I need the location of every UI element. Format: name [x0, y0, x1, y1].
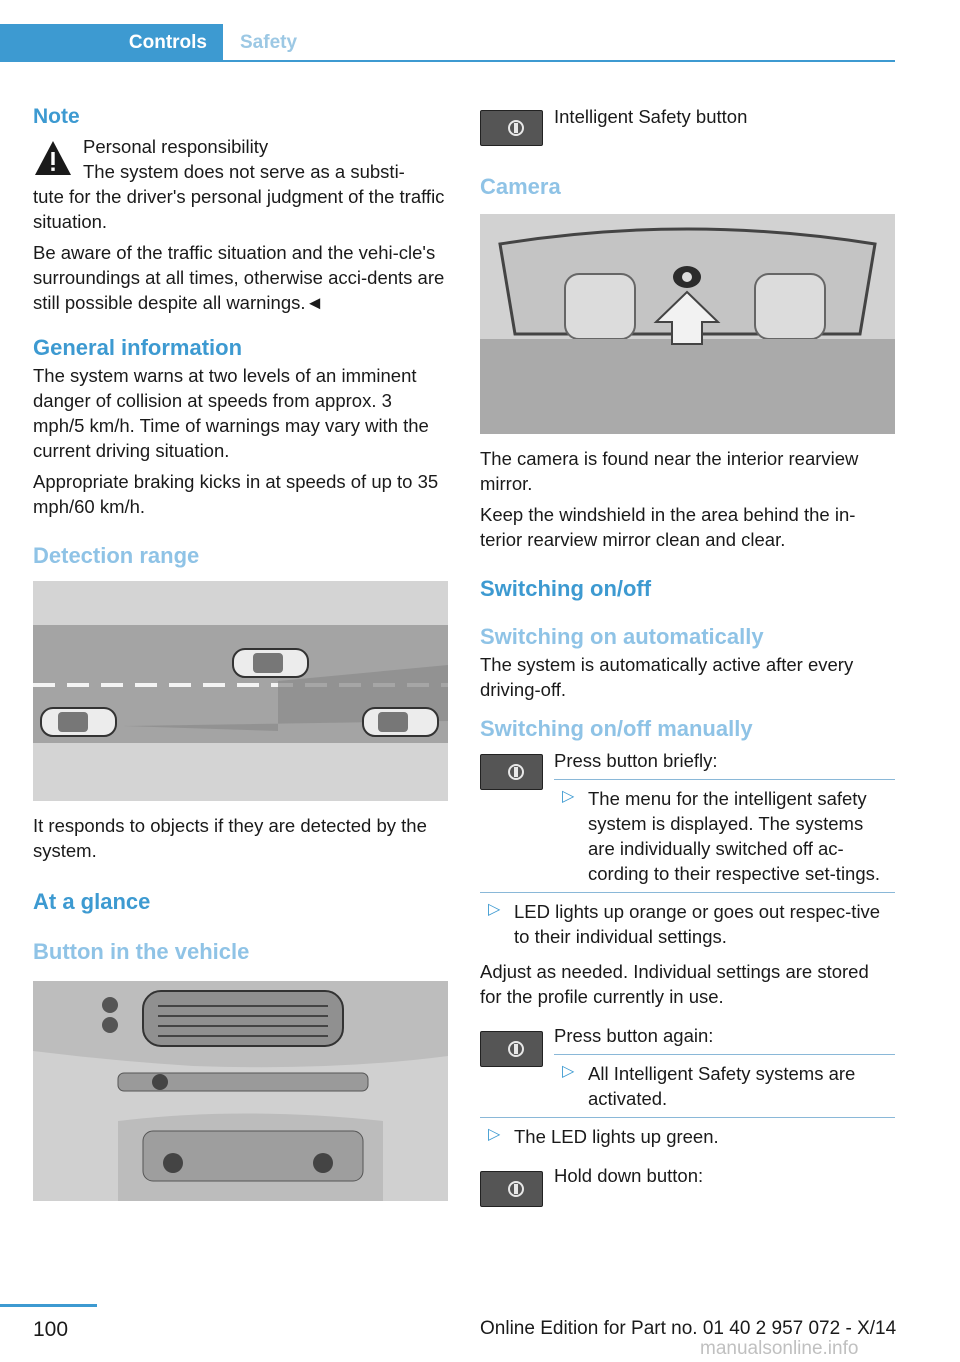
bullet-marker-icon: ▷	[562, 788, 575, 805]
general-para1: The system warns at two levels of an imminent danger of collision at speeds from approx. 3 mph/5 km/h. Time of warnings may vary with the current driving situation.	[33, 365, 429, 461]
camera-figure	[480, 214, 895, 434]
bullet-marker-icon: ▷	[488, 1126, 501, 1143]
intelligent-safety-button-icon	[480, 110, 543, 146]
left-column	[33, 100, 448, 1201]
switch-heading: Switching on/off	[480, 576, 652, 601]
divider	[554, 779, 895, 780]
page-number: 100	[33, 1318, 69, 1341]
detection-range-figure	[33, 581, 448, 801]
divider	[480, 1117, 895, 1118]
dashboard-illustration	[33, 981, 448, 1201]
list-item	[480, 899, 895, 949]
press-briefly-label: Press button briefly:	[554, 750, 718, 771]
general-para2: Appropriate braking kicks in at speeds of up to 35 mph/60 km/h.	[33, 471, 439, 517]
list-item	[554, 786, 895, 886]
adjust-para: Adjust as needed. Individual settings are stored for the profile currently in use.	[480, 961, 869, 1007]
auto-para: The system is automatically active after every driving-off.	[480, 654, 854, 700]
note-continued: tute for the driver's personal judgment of the traffic situation.	[33, 186, 445, 232]
right-column	[480, 100, 895, 1203]
bullet-text: LED lights up orange or goes out respec-tive to their individual settings.	[514, 901, 881, 947]
car-left	[41, 708, 116, 736]
note-heading: Note	[33, 105, 80, 128]
camera-illustration	[480, 214, 895, 434]
edition-text: Online Edition for Part no. 01 40 2 957 072 - X/14	[480, 1318, 897, 1339]
warning-triangle-icon	[33, 138, 73, 178]
bullet-marker-icon: ▷	[562, 1063, 575, 1080]
header-divider	[223, 60, 895, 62]
intelligent-safety-button-icon	[480, 1171, 543, 1207]
bullet-text: The menu for the intelligent safety system is displayed. The systems are individually switched off ac-cording to their respective set-tings.	[588, 788, 881, 884]
button-legend-row	[480, 100, 895, 150]
dashboard-figure	[33, 981, 448, 1201]
camera-para2: Keep the windshield in the area behind the in-terior rearview mirror clean and clear.	[480, 504, 856, 550]
hold-down-label: Hold down button:	[554, 1165, 704, 1186]
note-title: Personal responsibility	[83, 136, 269, 157]
intelligent-safety-button-icon	[480, 754, 543, 790]
camera-para1: The camera is found near the interior rearview mirror.	[480, 448, 859, 494]
button-vehicle-heading: Button in the vehicle	[33, 939, 250, 964]
detection-heading: Detection range	[33, 543, 200, 568]
bullet-marker-icon: ▷	[488, 901, 501, 918]
press-again-row	[480, 1023, 895, 1111]
camera-heading: Camera	[480, 174, 561, 199]
button-legend-label: Intelligent Safety button	[554, 106, 748, 127]
detection-range-illustration	[33, 581, 448, 801]
list-item	[480, 1124, 895, 1149]
watermark: manualsonline.info	[700, 1338, 859, 1359]
general-heading: General information	[33, 335, 243, 360]
tab-controls[interactable]: Controls	[0, 24, 223, 62]
header-tabs	[0, 24, 895, 62]
bullet-text: All Intelligent Safety systems are activated.	[588, 1063, 856, 1109]
footer-divider	[0, 1304, 97, 1307]
intelligent-safety-button-icon	[480, 1031, 543, 1067]
hold-down-row	[480, 1163, 895, 1203]
detection-caption: It responds to objects if they are detected by the system.	[33, 815, 427, 861]
glance-heading: At a glance	[33, 889, 151, 914]
car-front	[233, 649, 308, 677]
press-briefly-row	[480, 748, 895, 886]
bullet-text: The LED lights up green.	[514, 1126, 719, 1147]
auto-heading: Switching on automatically	[480, 624, 764, 649]
note-warning	[33, 134, 448, 184]
car-own	[363, 708, 438, 736]
note-first-line: The system does not serve as a substi-	[83, 161, 405, 182]
list-item	[554, 1061, 895, 1111]
divider	[554, 1054, 895, 1055]
note-para2: Be aware of the traffic situation and the vehi-cle's surroundings at all times, otherwise acci-dents are still possible despite all warnings.◄	[33, 242, 445, 313]
manual-heading: Switching on/off manually	[480, 716, 753, 741]
tab-safety[interactable]: Safety	[240, 32, 298, 53]
press-again-label: Press button again:	[554, 1025, 714, 1046]
divider	[480, 892, 895, 893]
